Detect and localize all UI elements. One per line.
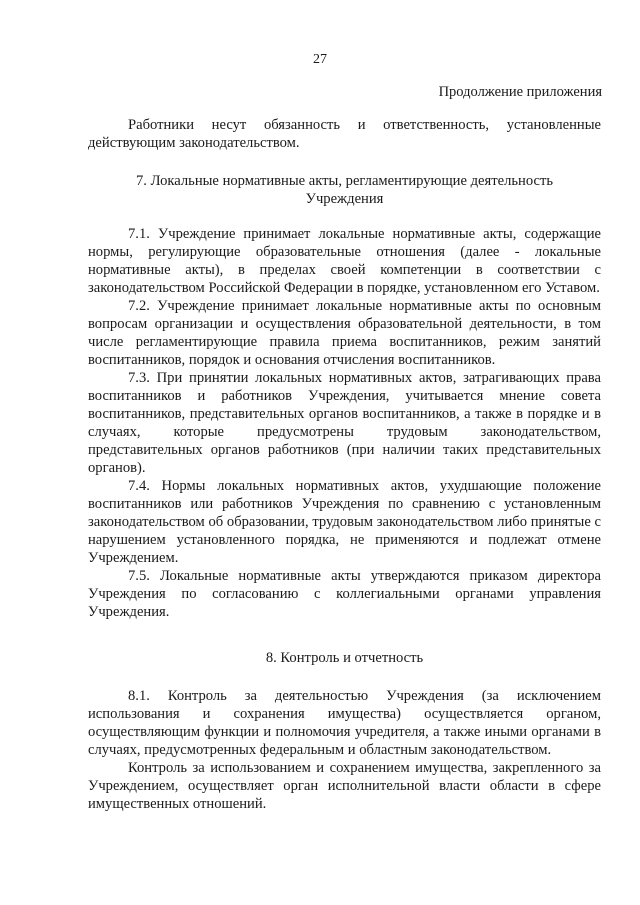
paragraph-8-1: 8.1. Контроль за деятельностью Учреждения (за исключением использования и сохранения имущества) осуществляется органом, осуществляющим функции и полномочия учредителя, а также иными органами в случаях, предусмотренных федеральным и областным законодательством. <box>88 688 601 758</box>
document-body <box>88 116 601 813</box>
paragraph-7-4: 7.4. Нормы локальных нормативных актов, ухудшающие положение воспитанников или работников Учреждения по сравнению с установленным законодательством об образовании, трудовым законодательством либо принятые с нарушением установленного порядка, не применяются и подлежат отмене Учреждением. <box>88 478 601 566</box>
paragraph-7-2: 7.2. Учреждение принимает локальные нормативные акты по основным вопросам организации и осуществления образовательной деятельности, в том числе регламентирующие правила приема воспитанников, режим занятий воспитанников, порядок и основания отчисления воспитанников. <box>88 298 601 368</box>
page-number: 27 <box>313 52 327 67</box>
intro-paragraph: Работники несут обязанность и ответственность, установленные действующим законодательством. <box>88 117 601 151</box>
section-8-heading: 8. Контроль и отчетность <box>265 650 424 666</box>
section-7-heading-line2: Учреждения <box>305 191 384 207</box>
paragraph-7-1: 7.1. Учреждение принимает локальные нормативные акты, содержащие нормы, регулирующие образовательные отношения (далее - локальные нормативные акты), в пределах своей компетенции в соответствии с законодательством Российской Федерации в порядке, установленном его Уставом. <box>88 226 601 296</box>
section-7-heading-line1: 7. Локальные нормативные акты, регламентирующие деятельность <box>135 173 554 189</box>
paragraph-7-5: 7.5. Локальные нормативные акты утверждаются приказом директора Учреждения по согласованию с коллегиальными органами управления Учреждения. <box>88 568 601 620</box>
paragraph-7-3: 7.3. При принятии локальных нормативных актов, затрагивающих права воспитанников и работников Учреждения, учитывается мнение совета воспитанников, представительных органов воспитанников, а также в порядке и в случаях, которые предусмотрены трудовым законодательством, представительных органов работников (при наличии таких представительных органов). <box>88 370 601 476</box>
paragraph-8-2: Контроль за использованием и сохранением имущества, закрепленного за Учреждением, осуществляет орган исполнительной власти области в сфере имущественных отношений. <box>88 760 601 812</box>
continuation-label: Продолжение приложения <box>438 84 602 100</box>
